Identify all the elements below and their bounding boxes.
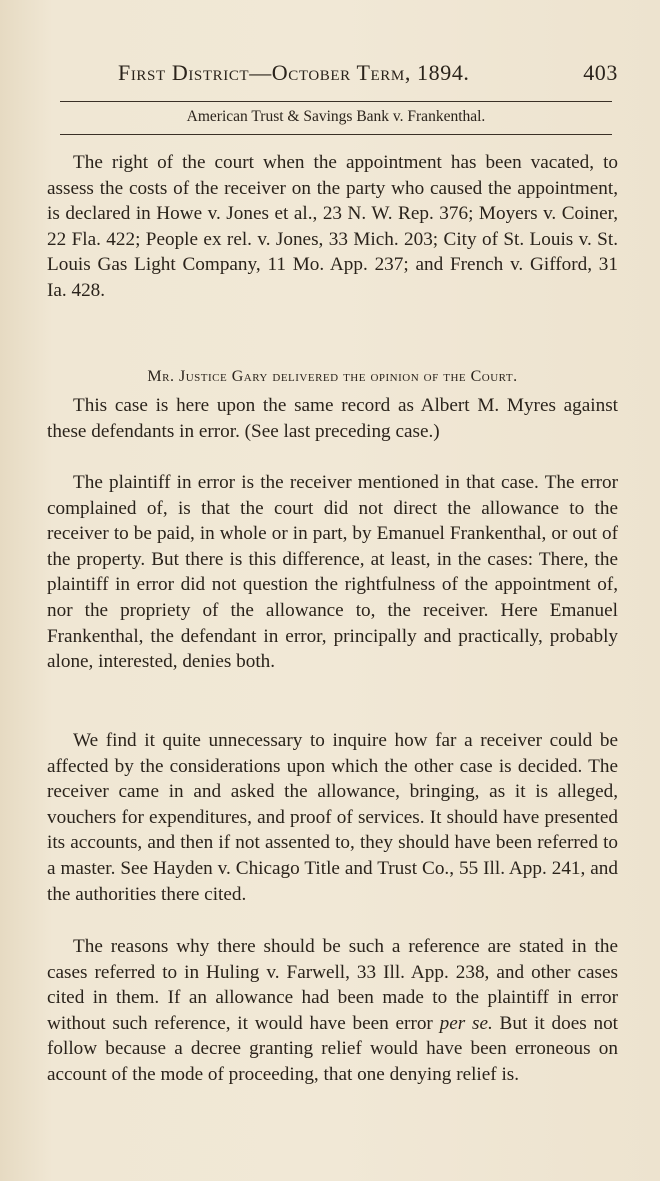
header-rule-bottom <box>60 134 612 135</box>
latin-phrase-per-se: per se. <box>439 1012 493 1034</box>
paragraph-4-text-end: But it does not follow because a decree granting relief would have been erroneous on account of the mode of proceeding, that one denying relief is. <box>47 1012 618 1085</box>
opinion-paragraph-4 <box>47 934 618 1088</box>
running-title: First District—October Term, 1894. <box>118 60 470 85</box>
running-head <box>118 60 618 92</box>
paragraph-4-text-start: The reasons why there should be such a reference are stated in the cases referred to in Huling v. Farwell, 33 Ill. App. 238, and other cases cited in them. If an allowance had been made to the plaintiff in error without such reference, it would have been error <box>47 936 618 1034</box>
opinion-paragraph-1: This case is here upon the same record as Albert M. Myres against these defendants in error. (See last preceding case.) <box>47 395 618 442</box>
opinion-paragraph-3: We find it quite unnecessary to inquire how far a receiver could be affected by the considerations upon which the other case is decided. The receiver came in and asked the allowance, bringing, as it is alleged, vouchers for expenditures, and proof of services. It should have presented its accounts, and then if not assented to, they should have been referred to a master. See Hayden v. Chicago Title and Trust Co., 55 Ill. App. 241, and the authorities there cited. <box>47 730 618 905</box>
opinion-paragraph-2: The plaintiff in error is the receiver mentioned in that case. The error complained of, is that the court did not direct the allowance to the receiver to be paid, in whole or in part, by Emanuel Frankenthal, or out of the property. But there is this difference, at least, in the cases: There, the plaintiff in error did not question the rightfulness of the appointment of, nor the propriety of the allowance to, the receiver. Here Emanuel Frankenthal, the defendant in error, principally and practically, probably alone, interested, denies both. <box>47 472 618 673</box>
opinion-heading: Mr. Justice Gary delivered the opinion of the Court. <box>147 368 518 385</box>
page-number: 403 <box>583 60 618 85</box>
headnote-paragraph: The right of the court when the appointment has been vacated, to assess the costs of the receiver on the party who caused the appointment, is declared in Howe v. Jones et al., 23 N. W. Rep. 376; Moyers v. Coiner, 22 Fla. 422; People ex rel. v. Jones, 33 Mich. 203; City of St. Louis v. St. Louis Gas Light Company, 11 Mo. App. 237; and French v. Gifford, 31 Ia. 428. <box>47 152 618 301</box>
header-rule-top <box>60 101 612 102</box>
case-caption: American Trust & Savings Bank v. Frankenthal. <box>186 108 486 125</box>
